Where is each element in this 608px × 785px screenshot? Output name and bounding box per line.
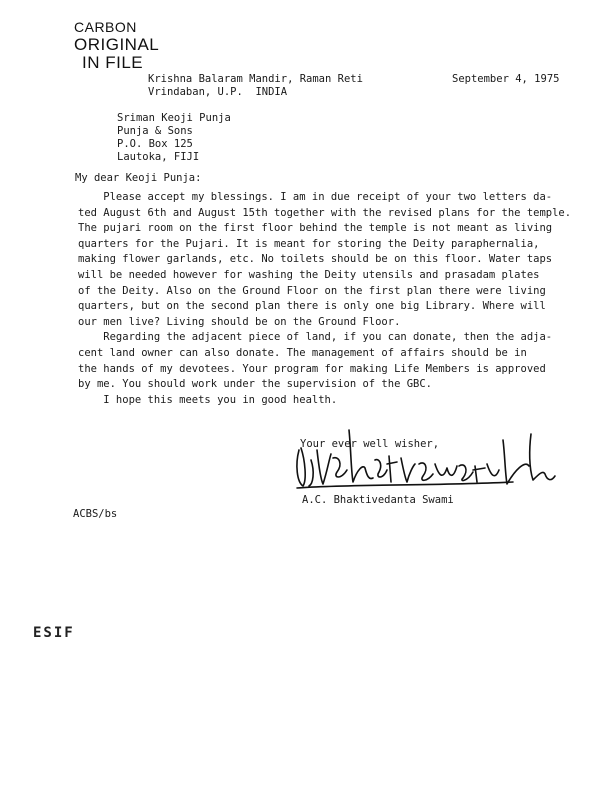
closing: Your ever well wisher, xyxy=(300,438,440,450)
body-line: Regarding the adjacent piece of land, if you can donate, then the adja- xyxy=(78,331,553,344)
body-line: our men live? Living should be on the Ground Floor. xyxy=(78,315,401,328)
sender-line: Vrindaban, U.P. INDIA xyxy=(148,86,288,98)
body-line: the hands of my devotees. Your program for making Life Members is approved xyxy=(78,362,546,375)
stamp-line-carbon: CARBON xyxy=(74,19,137,35)
body-line: cent land owner can also donate. The management of affairs should be in xyxy=(78,346,527,359)
body-line: I hope this meets you in good health. xyxy=(78,393,338,406)
carbon-original-stamp xyxy=(74,18,159,72)
sender-line: Krishna Balaram Mandir, Raman Reti xyxy=(148,73,363,85)
letter-body xyxy=(78,190,572,408)
salutation: My dear Keoji Punja: xyxy=(75,172,202,184)
body-line: quarters, but on the second plan there is only one big Library. Where will xyxy=(78,300,546,313)
stamp-line-original: ORIGINAL xyxy=(74,35,160,54)
sender-address xyxy=(148,73,363,99)
body-line: making flower garlands, etc. No toilets should be on this floor. Water taps xyxy=(78,253,553,266)
letter-date: September 4, 1975 xyxy=(452,73,560,85)
stamp-line-in-file: IN FILE xyxy=(82,53,144,72)
handwritten-signature xyxy=(293,420,563,500)
recipient-line: Sriman Keoji Punja xyxy=(117,112,231,124)
body-line: The pujari room on the first floor behind the temple is not meant as living xyxy=(78,222,553,235)
body-line: ted August 6th and August 15th together with the revised plans for the temple. xyxy=(78,206,572,219)
body-line: Please accept my blessings. I am in due receipt of your two letters da- xyxy=(78,191,553,203)
recipient-line: P.O. Box 125 xyxy=(117,138,193,150)
file-mark: ESIF xyxy=(33,625,75,641)
body-line: by me. You should work under the supervision of the GBC. xyxy=(78,378,433,391)
body-line: will be needed however for washing the Deity utensils and prasadam plates xyxy=(78,268,540,281)
recipient-line: Lautoka, FIJI xyxy=(117,151,200,163)
signature-name: A.C. Bhaktivedanta Swami xyxy=(302,494,454,506)
recipient-address xyxy=(117,112,231,164)
reference-initials: ACBS/bs xyxy=(73,508,118,520)
body-line: quarters for the Pujari. It is meant for storing the Deity paraphernalia, xyxy=(78,237,540,250)
body-line: of the Deity. Also on the Ground Floor on the first plan there were living xyxy=(78,284,546,297)
recipient-line: Punja & Sons xyxy=(117,125,193,137)
